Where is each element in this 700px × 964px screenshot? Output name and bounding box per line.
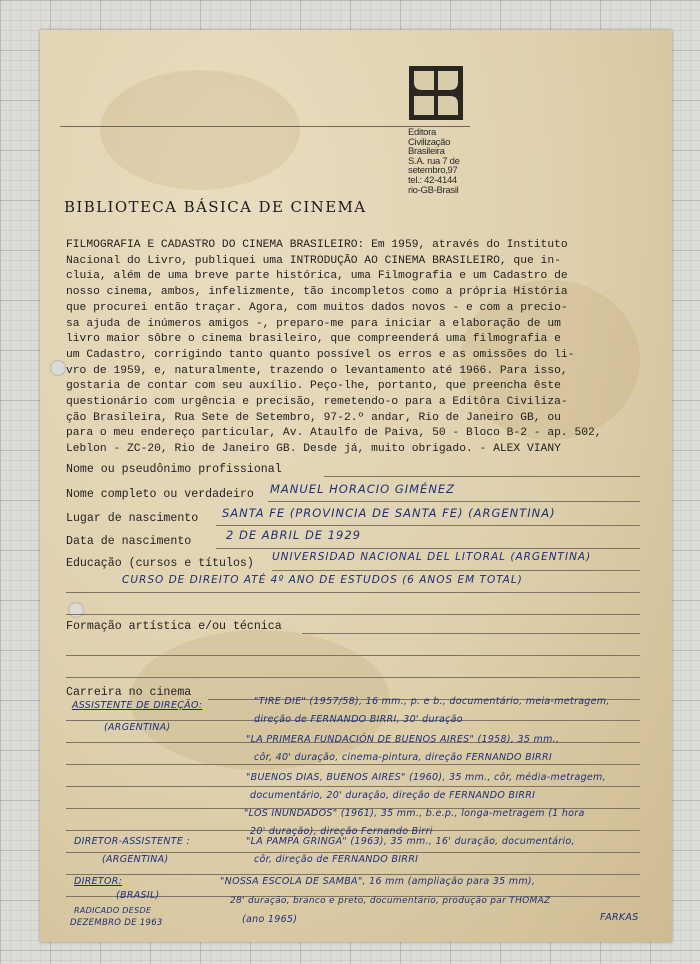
publisher-address: Editora Civilização Brasileira S.A. rua 7 de setembro,97 tel.: 42-4144 rio-GB-Brasil: [408, 127, 460, 196]
education-line: [272, 570, 640, 571]
career-role-director-assistant: DIRETOR-ASSISTENTE :: [74, 836, 191, 847]
career-label: Carreira no cinema: [66, 686, 192, 699]
career-entry: "LOS INUNDADOS" (1961), 35 mm., b.e.p., longa-metragem (1 hora: [244, 808, 585, 819]
birthdate-line: [216, 548, 640, 549]
career-role-assistant: ASSISTENTE DE DIREÇÃO:: [72, 700, 203, 711]
career-line: [66, 874, 640, 875]
education-label: Educação (cursos e títulos): [66, 557, 254, 570]
career-entry: FARKAS: [600, 912, 639, 923]
career-entry: "TIRE DIE" (1957/58), 16 mm., p. e b., documentário, meia-metragem,: [254, 696, 610, 707]
education-value-1: UNIVERSIDAD NACIONAL DEL LITORAL (ARGENTINA): [272, 551, 592, 563]
career-entry: "BUENOS DIAS, BUENOS AIRES" (1960), 35 mm., côr, média-metragem,: [246, 772, 606, 783]
career-entry: direção de FERNANDO BIRRI, 30' duração: [254, 714, 463, 725]
series-title: BIBLIOTECA BÁSICA DE CINEMA: [64, 198, 367, 216]
training-line-2: [66, 655, 640, 656]
birthplace-line: [216, 525, 640, 526]
birthplace-value: SANTA FE (PROVINCIA DE SANTA FE) (ARGENTINA): [222, 506, 556, 520]
intro-text: FILMOGRAFIA E CADASTRO DO CINEMA BRASILEIRO: Em 1959, através do Instituto Nacional do Livro, publiquei uma INTRODUÇÃO AO CINEMA BRASILEIRO, que in- cluia, além de uma breve parte histórica, uma Filmografia e um Cadastro de nosso cinema, ambos, infelizmente, tão incompletos como a própria História que procurei então traçar. Agora, com muitos dados novos - e com a precio- sa ajuda de inúmeros amigos -, preparo-me para iniciar a elaboração de um livro maior sôbre o cinema brasileiro, que compreenderá uma filmografia e um Cadastro, corrigindo tanto quanto possível os erros e as omissões do li- vro de 1959, e, naturalmente, trazendo o levantamento até 1966. Para isso, gostaria de contar com seu auxílio. Peço-lhe, portanto, que preencha êste questionário com urgência e precisão, remetendo-o para a Editôra Civiliza- ção Brasileira, Rua Sete de Setembro, 97-2.º andar, Rio de Janeiro GB, ou para o meu endereço particular, Av. Ataulfo de Paiva, 50 - Bloco B-2 - ap. 502, Leblon - ZC-20, Rio de Janeiro GB. Desde já, muito obrigado. - ALEX VIANY: [66, 239, 602, 456]
career-line: [66, 852, 640, 853]
career-role-director-assistant-country: (ARGENTINA): [102, 854, 169, 865]
punch-hole: [50, 360, 66, 376]
pseudonym-label: Nome ou pseudônimo profissional: [66, 463, 282, 476]
career-line: [66, 764, 640, 765]
fullname-value: MANUEL HORACIO GIMÉNEZ: [270, 482, 456, 496]
training-label: Formação artística e/ou técnica: [66, 620, 282, 633]
birthdate-value: 2 DE ABRIL DE 1929: [226, 528, 361, 542]
career-entry: 20' duração), direção Fernando Birri: [250, 826, 433, 837]
career-role-assistant-country: (ARGENTINA): [104, 722, 171, 733]
career-entry: "NOSSA ESCOLA DE SAMBA", 16 mm (ampliação para 35 mm),: [220, 876, 536, 887]
fullname-line: [268, 501, 640, 502]
training-line: [302, 633, 640, 634]
career-role-director: DIRETOR:: [74, 876, 123, 887]
career-role-director-note: RADICADO DESDE: [74, 906, 152, 915]
education-line-3: [66, 614, 640, 615]
career-entry: côr, 40' duração, cinema-pintura, direção FERNANDO BIRRI: [254, 752, 552, 763]
career-entry: "LA PRIMERA FUNDACIÓN DE BUENOS AIRES" (1958), 35 mm.,: [246, 734, 560, 745]
education-line-2: [66, 592, 640, 593]
paper-stain: [100, 70, 300, 190]
career-entry: côr, direção de FERNANDO BIRRI: [254, 854, 419, 865]
birthplace-label: Lugar de nascimento: [66, 512, 199, 525]
career-role-director-note: DEZEMBRO DE 1963: [70, 918, 163, 928]
questionnaire-sheet: [40, 30, 672, 942]
punch-hole: [68, 602, 84, 618]
training-line-3: [66, 677, 640, 678]
birthdate-label: Data de nascimento: [66, 535, 192, 548]
career-entry: documentário, 20' duração, direção de FERNANDO BIRRI: [250, 790, 536, 801]
pseudonym-line: [324, 476, 640, 477]
career-line: [66, 786, 640, 787]
education-value-2: CURSO DE DIREITO ATÉ 4º ANO DE ESTUDOS (6 ANOS EM TOTAL): [122, 574, 523, 586]
fullname-label: Nome completo ou verdadeiro: [66, 488, 254, 501]
career-entry: "LA PAMPA GRINGA" (1963), 35 mm., 16' duração, documentário,: [246, 836, 575, 847]
career-entry: 28' duração, branco e preto, documentário, produção par THOMAZ: [230, 896, 551, 906]
career-role-director-country: (BRASIL): [116, 890, 160, 901]
career-entry: (ano 1965): [242, 914, 298, 925]
publisher-logo: [409, 66, 463, 120]
